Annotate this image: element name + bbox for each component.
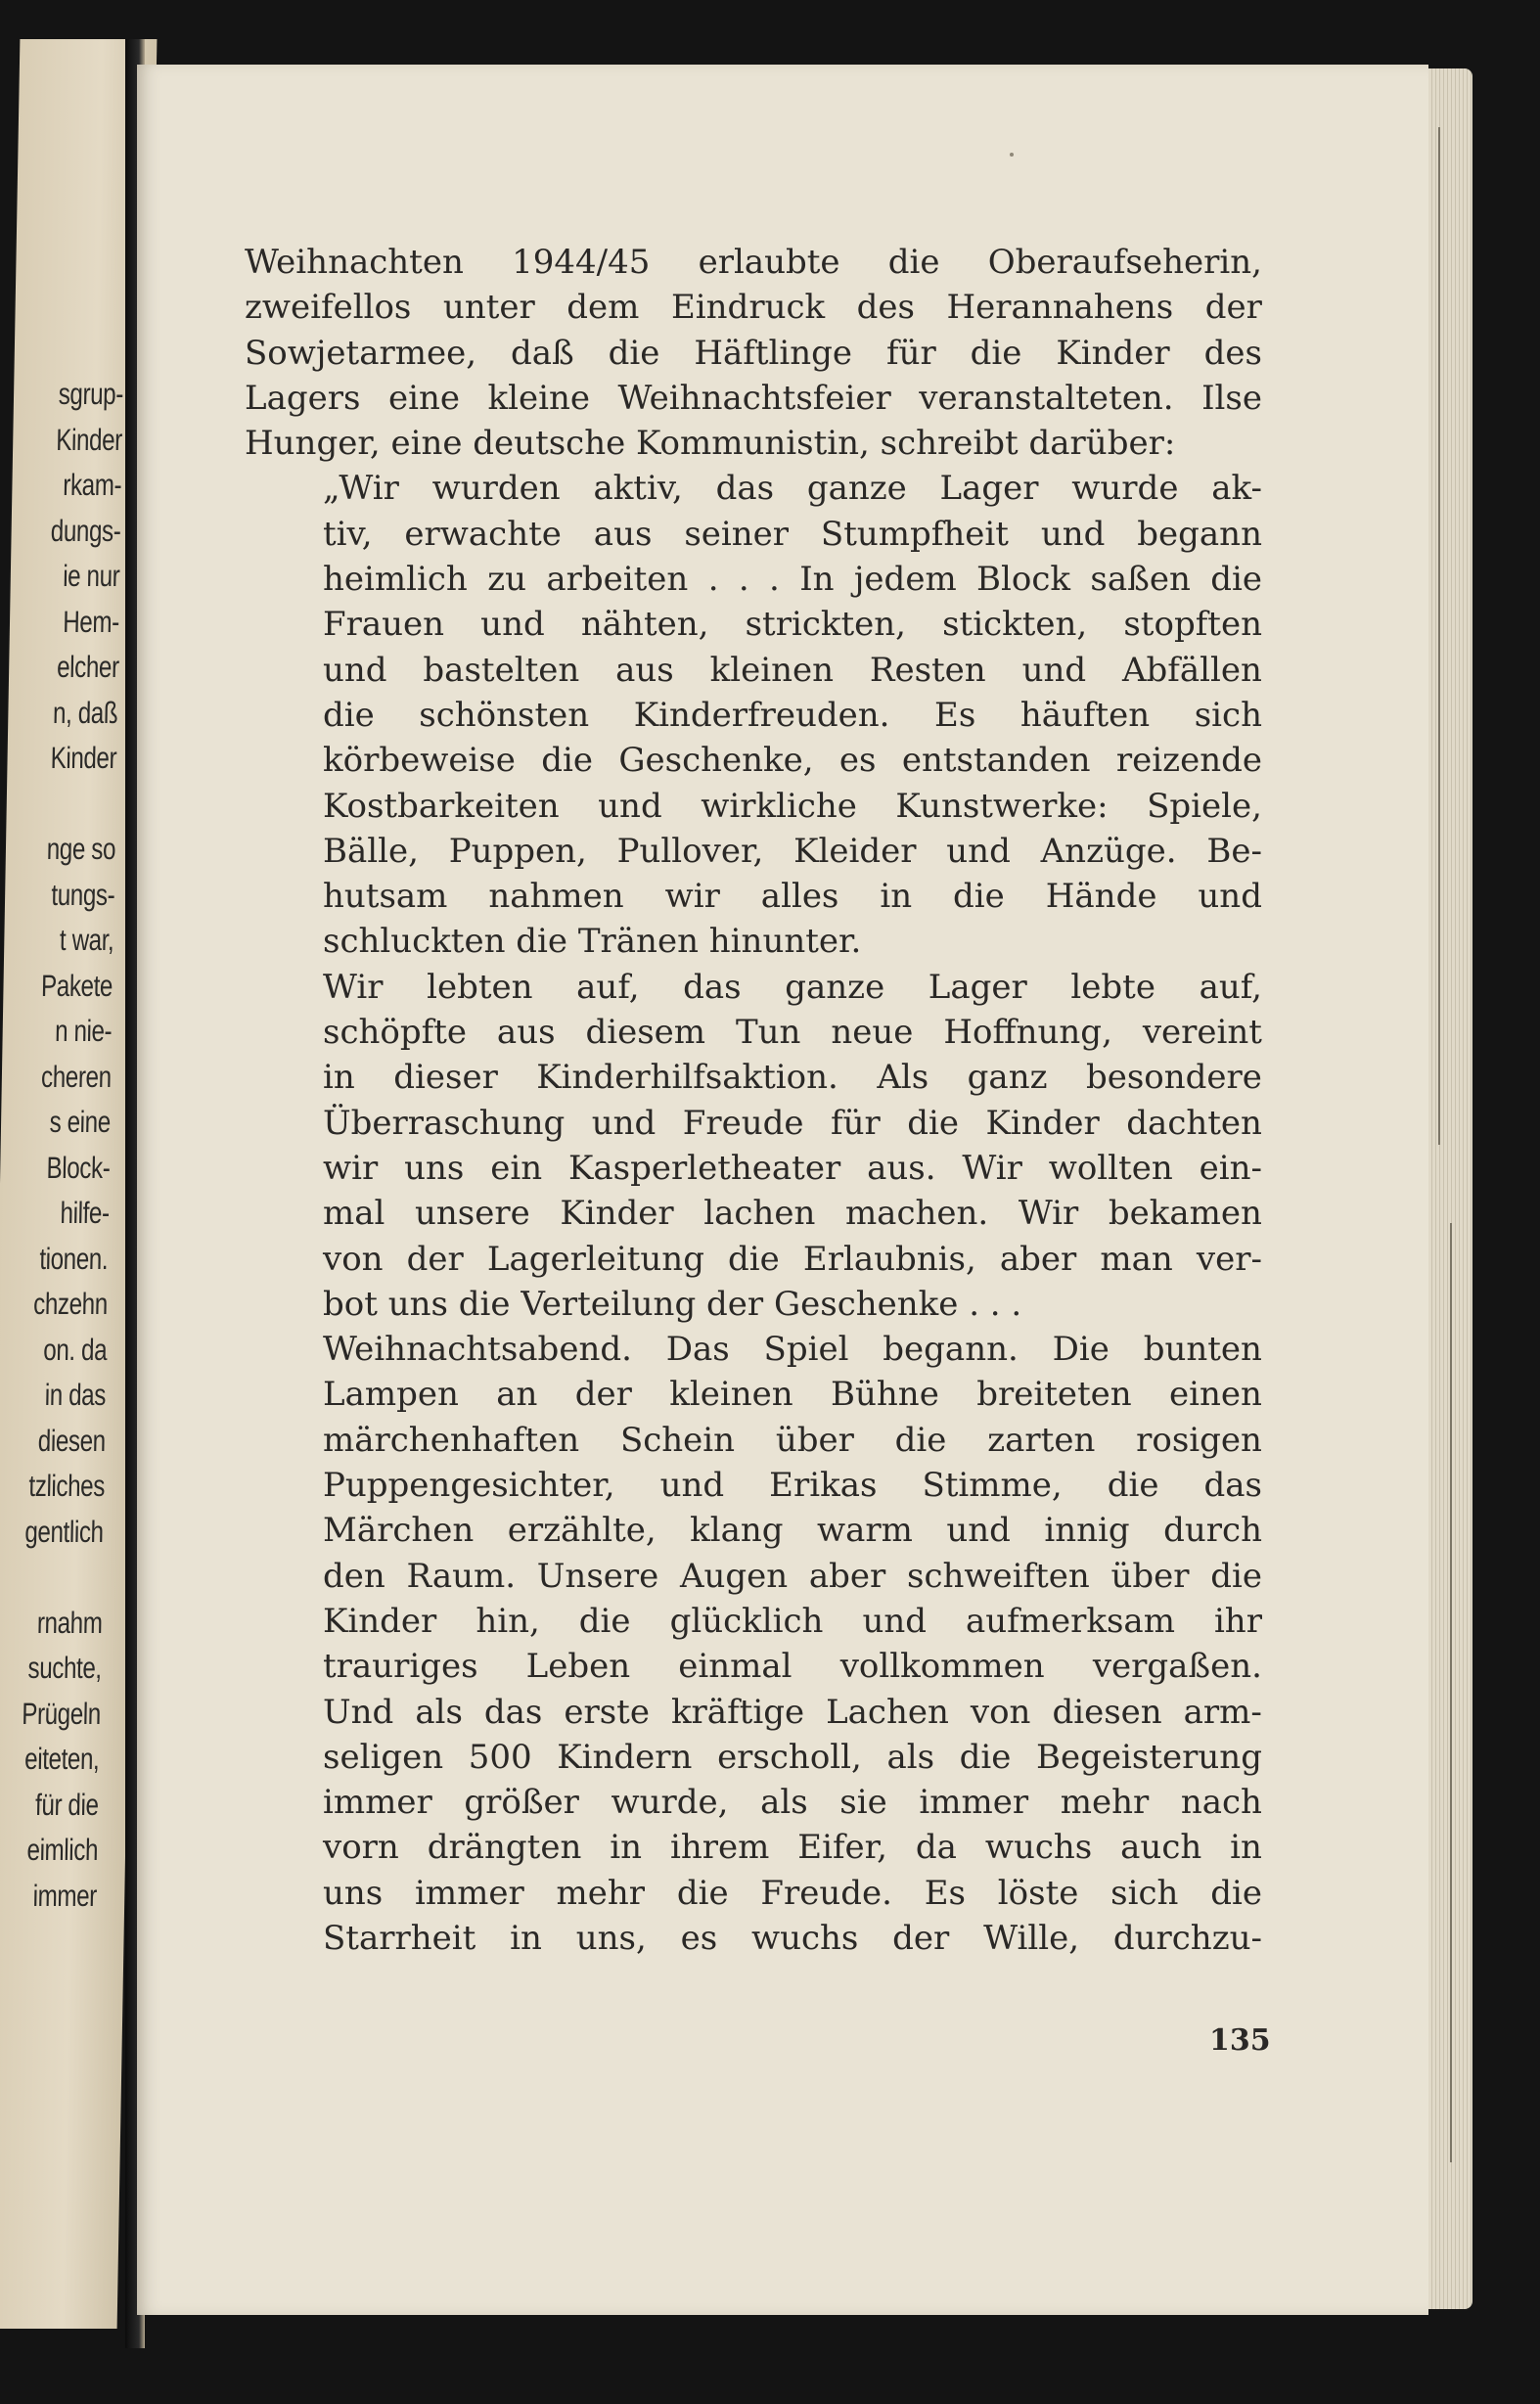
text-line: zweifellos unter dem Eindruck des Herannahens der — [245, 288, 1262, 328]
text-line: tiv, erwachte aus seiner Stumpfheit und begann — [323, 514, 1262, 554]
text-line: Und als das erste kräftige Lachen von diesen arm- — [323, 1692, 1262, 1732]
text-line: Märchen erzählte, klang warm und innig durch — [323, 1511, 1262, 1551]
left-page-fragment: Block- — [46, 1150, 111, 1185]
text-line: schluckten die Tränen hinunter. — [323, 922, 862, 962]
left-page-fragment: s eine — [49, 1105, 112, 1139]
text-line: von der Lagerleitung die Erlaubnis, aber man ver- — [323, 1239, 1262, 1279]
text-line: märchenhaften Schein über die zarten rosigen — [323, 1420, 1262, 1460]
text-line: wir uns ein Kasperletheater aus. Wir wollten ein- — [323, 1148, 1262, 1188]
text-line: „Wir wurden aktiv, das ganze Lager wurde ak- — [323, 469, 1262, 509]
text-line: Kinder hin, die glücklich und aufmerksam ihr — [323, 1601, 1262, 1641]
left-page-fragment: Pakete — [41, 968, 113, 1003]
left-page-fragment: Prügeln — [21, 1696, 101, 1731]
edge-line — [1450, 1223, 1452, 2162]
left-page-fragment: nge so — [46, 832, 116, 866]
left-page-fragment: sgrup- — [58, 377, 124, 411]
left-page-fragment: chzehn — [32, 1287, 109, 1321]
left-page-fragment: gentlich — [24, 1514, 105, 1549]
left-page-fragment: Kinder — [50, 741, 117, 775]
left-page-fragment: in das — [44, 1378, 107, 1412]
text-line: uns immer mehr die Freude. Es löste sich die — [323, 1873, 1262, 1913]
page-speck — [1010, 153, 1014, 157]
text-line: hutsam nahmen wir alles in die Hände und — [323, 877, 1262, 917]
left-page-fragment: Hem- — [63, 604, 120, 639]
text-line: Sowjetarmee, daß die Häftlinge für die Kinder des — [245, 333, 1262, 373]
text-line: schöpfte aus diesem Tun neue Hoffnung, vereint — [323, 1013, 1262, 1053]
text-line: Weihnachtsabend. Das Spiel begann. Die bunten — [323, 1330, 1262, 1370]
edge-line — [1438, 127, 1440, 1145]
left-page-fragment: elcher — [56, 650, 119, 684]
text-line: Überraschung und Freude für die Kinder dachten — [323, 1103, 1262, 1143]
left-page-fragment: tionen. — [39, 1241, 109, 1276]
left-page-fragment: diesen — [37, 1423, 106, 1458]
paragraph — [245, 240, 1262, 466]
text-line: heimlich zu arbeiten . . . In jedem Block saßen die — [323, 560, 1262, 600]
text-line: bot uns die Verteilung der Geschenke . . . — [323, 1284, 1022, 1324]
paragraph — [245, 1327, 1262, 1961]
left-page-fragment: immer — [32, 1878, 98, 1913]
left-page-fragment: n, daß — [52, 695, 118, 730]
left-page-fragment: eimlich — [26, 1833, 99, 1867]
left-page-fragment: suchte, — [26, 1651, 102, 1685]
text-line: Lampen an der kleinen Bühne breiteten einen — [323, 1375, 1262, 1415]
text-line: Puppengesichter, und Erikas Stimme, die das — [323, 1466, 1262, 1506]
left-page-fragment: n nie- — [55, 1014, 113, 1048]
left-page-fragment: t war, — [59, 923, 114, 957]
text-line: vorn drängten in ihrem Eifer, da wuchs auch in — [323, 1828, 1262, 1868]
left-page-fragment: eiteten, — [24, 1742, 101, 1776]
text-line: Hunger, eine deutsche Kommunistin, schreibt darüber: — [245, 424, 1176, 464]
text-line: in dieser Kinderhilfsaktion. Als ganz besondere — [323, 1058, 1262, 1098]
left-page-fragment: cheren — [41, 1059, 113, 1094]
text-line: Frauen und nähten, strickten, stickten, stopften — [323, 605, 1262, 645]
text-line: mal unsere Kinder lachen machen. Wir bekamen — [323, 1194, 1262, 1234]
paragraph — [245, 466, 1262, 964]
left-page-fragment: dungs- — [50, 513, 121, 548]
left-page-fragment: rkam- — [63, 468, 122, 502]
left-page-fragment: tzliches — [27, 1469, 105, 1503]
text-line: körbeweise die Geschenke, es entstanden reizende — [323, 741, 1262, 781]
text-line: seligen 500 Kindern erscholl, als die Begeisterung — [323, 1737, 1262, 1777]
paragraph — [245, 965, 1262, 1327]
left-page-fragment: hilfe- — [60, 1196, 110, 1230]
text-line: Wir lebten auf, das ganze Lager lebte auf, — [323, 967, 1262, 1007]
text-line: Lagers eine kleine Weihnachtsfeier veranstalteten. Ilse — [245, 378, 1262, 418]
text-line: Bälle, Puppen, Pullover, Kleider und Anzüge. Be- — [323, 831, 1262, 871]
left-page-fragment: ie nur — [63, 559, 121, 593]
text-line: die schönsten Kinderfreuden. Es häuften sich — [323, 695, 1262, 735]
left-page-fragment: für die — [35, 1787, 100, 1822]
left-page-fragment: tungs- — [50, 877, 115, 912]
text-line: den Raum. Unsere Augen aber schweiften über die — [323, 1556, 1262, 1596]
left-page-fragment: Kinder — [56, 422, 123, 457]
text-line: immer größer wurde, als sie immer mehr nach — [323, 1783, 1262, 1823]
page-number: 135 — [1209, 2023, 1271, 2058]
text-line: Starrheit in uns, es wuchs der Wille, durchzu- — [323, 1918, 1262, 1958]
left-page-fragment: rnahm — [36, 1605, 103, 1640]
text-line: trauriges Leben einmal vollkommen vergaßen. — [323, 1647, 1262, 1687]
text-line: und bastelten aus kleinen Resten und Abfällen — [323, 650, 1262, 690]
text-line: Weihnachten 1944/45 erlaubte die Oberaufseherin, — [245, 243, 1262, 282]
text-line: Kostbarkeiten und wirkliche Kunstwerke: Spiele, — [323, 786, 1262, 826]
left-page-fragment: on. da — [42, 1332, 108, 1367]
page-edges — [1428, 68, 1472, 2309]
body-text — [245, 240, 1262, 1961]
